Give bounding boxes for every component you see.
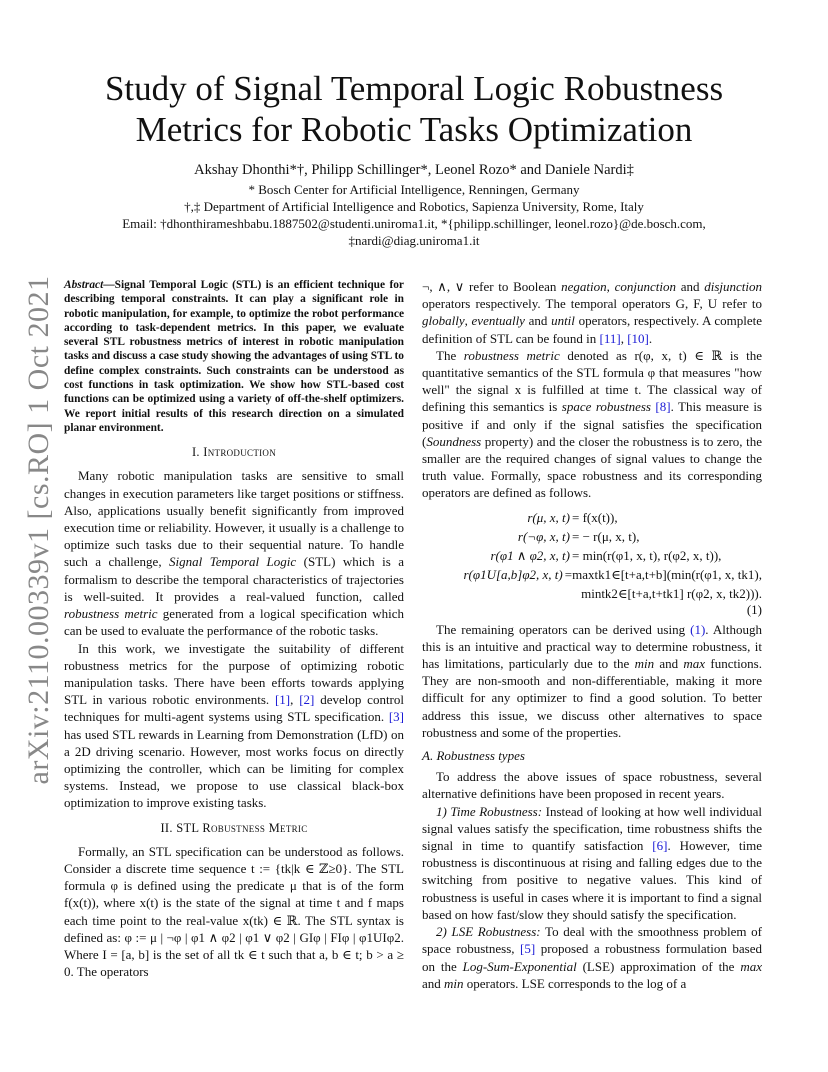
text-run: max	[740, 958, 762, 974]
text-run: ,	[464, 313, 472, 329]
text-run: Soundness	[426, 433, 482, 449]
text-run: . This measure is positive if and only if the signal satisfies the specification (	[422, 399, 762, 449]
stl-paragraph-1: Formally, an STL specification can be understood as follows. Consider a discrete time sequence t := {tk|k ∈ ℤ≥0}. The STL formula φ is defined using the predicate μ that is of the form f(x(t)), where x(t) is the state of the signal at time t and f maps each time point to the real-value x(tk) ∈ ℝ. The STL syntax is defined as: φ := μ | ¬φ | φ1 ∧ φ2 | φ1 ∨ φ2 | GIφ | FIφ | φ1UIφ2. Where I = [a, b] is the set of all tk ∈ t such that a, b ∈ t; b > a ≥ 0. The operators	[64, 843, 404, 980]
text-run: Signal Temporal Logic	[169, 554, 297, 570]
citation-link[interactable]: [2]	[299, 692, 315, 708]
arxiv-stamp	[14, 275, 64, 785]
text-run: and	[524, 313, 552, 329]
text-run: (STL) which is a formalism to describe the temporal characteristics of trajectories is well-suited. It provides a real-valued function, called	[64, 554, 405, 604]
text-run: ¬, ∧, ∨ refer to Boolean	[422, 279, 562, 294]
citation-link[interactable]: [10]	[627, 330, 649, 346]
equation-rhs: = min(r(φ1, x, t), r(φ2, x, t)),	[572, 547, 722, 563]
text-run: and	[676, 279, 705, 294]
equation-ref-link[interactable]: (1)	[690, 621, 706, 637]
equation-row	[430, 527, 762, 546]
text-run: until	[551, 313, 575, 329]
equation-lhs: r(φ1 ∧ φ2, x, t)	[490, 547, 570, 563]
subsection-heading-robustness-types: A. Robustness types	[422, 748, 525, 764]
text-run: The	[436, 347, 464, 363]
time-robustness-paragraph	[422, 803, 762, 923]
text-run: and	[654, 656, 684, 672]
text-run: and	[422, 975, 445, 991]
equation-rhs: =maxtk1∈[t+a,t+b](min(r(φ1, x, tk1),	[564, 566, 762, 582]
text-run: develop control techniques for multi-agent systems using STL specification.	[64, 692, 404, 725]
author-block	[60, 162, 768, 249]
affiliation-2: †,‡ Department of Artificial Intelligence and Robotics, Sapienza University, Rome, Italy	[184, 199, 644, 214]
equation-rhs: = − r(μ, x, t),	[572, 528, 640, 544]
text-run: operators respectively. The temporal operators G, F, U refer to	[422, 296, 762, 312]
text-run: (LSE) approximation of the	[576, 958, 741, 974]
section-heading-stl: II. STL Robustness Metric	[160, 820, 308, 835]
paragraph-label: 2) LSE Robustness:	[436, 924, 541, 940]
citation-link[interactable]: [1]	[274, 692, 291, 708]
text-run: conjunction	[614, 279, 676, 294]
equation-row	[430, 584, 762, 603]
text-run: . Although this is an intuitive and practical way to determine robustness, it has limitations, particularly due to the	[422, 621, 762, 672]
citation-link[interactable]: [3]	[388, 709, 404, 725]
equation-lhs	[430, 584, 541, 603]
citation-link[interactable]: [11]	[599, 330, 621, 346]
section-heading-introduction: I. Introduction	[191, 445, 277, 460]
text-run: has used STL rewards in Learning from Demonstration (LfD) on a 2D driving scenario. However, most works focus on directly optimizing the controller, which can be limiting for complex systems. Instead, we propose to use classical black-box optimization to improve existing tasks.	[64, 726, 404, 811]
arxiv-id: arXiv:2110.00339v1 [cs.RO] 1 Oct 2021	[22, 275, 55, 785]
equation-row	[430, 546, 762, 565]
text-run: disjunction	[704, 279, 762, 294]
author-names: Akshay Dhonthi*†, Philipp Schillinger*, Leonel Rozo* and Daniele Nardi‡	[194, 162, 634, 178]
text-run: operators, respectively. A complete definition of STL can be found in	[422, 313, 762, 346]
text-run: . However, time robustness is discontinuous at rising and falling edges due to the switching from positive to negative values. This kind of robustness is useful in cases where it is important to find a signal based on how fast/slow they should satisfy the specification.	[422, 838, 762, 922]
text-run: generated from a logical specification which can be used to evaluate the performance of the robotic tasks.	[64, 606, 404, 639]
citation-link[interactable]: [8]	[655, 399, 671, 415]
paper-title: Study of Signal Temporal Logic Robustness Metrics for Robotic Tasks Optimization	[104, 69, 724, 149]
text-run: min	[444, 975, 464, 991]
text-run: robustness metric	[463, 347, 560, 363]
citation-link[interactable]: [6]	[652, 838, 668, 854]
robustness-metric-paragraph	[422, 347, 762, 502]
abstract	[64, 278, 404, 435]
equation-number: (1)	[746, 601, 762, 617]
text-run: robustness metric	[64, 606, 158, 622]
citation-link[interactable]: [5]	[520, 941, 536, 957]
intro-paragraph-1	[64, 467, 404, 639]
remaining-operators-paragraph	[422, 621, 762, 741]
text-run: space robustness	[561, 399, 651, 415]
text-run: proposed a robustness formulation based on the	[422, 941, 762, 974]
text-run: .	[648, 330, 653, 346]
text-run: Many robotic manipulation tasks are sensitive to small changes in execution parameters like target positions or stiffness. Also, applications usually benefit significantly from improved execution time or reliability. However, it usually is a challenge to optimize such tasks due to their sequential nature. To handle such a challenge,	[64, 468, 404, 570]
text-run: denoted as r(φ, x, t) ∈ ℝ is the quantitative semantics of the STL formula φ that measures "how well" the signal x is fulfilled at time t. The classical way of defining this semantics is	[422, 347, 762, 415]
equation-rhs: mintk2∈[t+a,t+tk1] r(φ2, x, tk2))).	[581, 585, 762, 601]
text-run: functions. They are non-smooth and non-differentiable, making it more difficult for any optimizer to find a good solution. To better address this issue, we discuss other alternatives to space robustness and some of the properties.	[422, 656, 762, 740]
text-run: eventually	[471, 313, 525, 329]
text-run: To deal with the smoothness problem of space robustness,	[422, 924, 762, 957]
equation-lhs: r(μ, x, t)	[527, 509, 570, 525]
email-line-2: ‡nardi@diag.uniroma1.it	[348, 233, 480, 248]
text-run: min	[634, 656, 655, 672]
text-run: In this work, we investigate the suitability of different robustness metrics for the purpose of optimizing robotic manipulation tasks. There have been efforts towards applying STL in various robotic environments.	[64, 640, 404, 708]
operators-paragraph	[422, 278, 762, 347]
text-run: max	[683, 656, 706, 672]
abstract-text: —Signal Temporal Logic (STL) is an efficient technique for describing temporal constraints. It can play a significant role in robotic manipulation, for example, to optimize the robot performance according to task-dependent metrics. In this paper, we evaluate several STL robustness metrics of interest in robotic manipulation tasks and discuss a case study showing the advantages of using STL to define complex constraints. Such constraints can be understood as cost functions in task optimization. We show how STL-based cost functions can be optimized using a variety of off-the-shelf optimizers. We report initial results of this research direction on a simulated planar environment.	[64, 279, 404, 434]
affiliation-1: * Bosch Center for Artificial Intelligence, Renningen, Germany	[248, 182, 580, 197]
right-column	[422, 278, 762, 992]
text-run: operators. LSE corresponds to the log of a	[463, 975, 687, 991]
paragraph-label: 1) Time Robustness:	[436, 803, 543, 819]
text-run: globally	[422, 313, 465, 329]
abstract-label: Abstract	[64, 279, 104, 291]
text-run: ,	[290, 692, 300, 708]
text-run: property) and the closer the robustness is to zero, the smaller are the required changes of signal values to change the truth value. Formally, space robustness and its corresponding operators are defined as follows.	[422, 433, 762, 501]
equation-row	[430, 508, 762, 527]
email-line-1: Email: †dhonthirameshbabu.1887502@studenti.uniroma1.it, *{philipp.schillinger, leonel.rozo}@de.bosch.com,	[122, 216, 706, 231]
equation-lhs: r(φ1U[a,b]φ2, x, t)	[463, 566, 563, 582]
text-run: ,	[620, 330, 628, 346]
intro-paragraph-2	[64, 640, 404, 812]
text-run: negation	[561, 279, 607, 294]
left-column	[64, 278, 404, 980]
text-run: The remaining operators can be derived using	[436, 621, 691, 637]
text-run: ,	[606, 279, 615, 294]
equation-block	[430, 508, 762, 619]
equation-lhs: r(¬φ, x, t)	[517, 528, 570, 544]
text-run: Instead of looking at how well individual signal values satisfy the specification, time robustness shifts the signal in time to quantify satisfaction	[422, 803, 762, 854]
equation-rhs: = f(x(t)),	[572, 509, 618, 525]
text-run: Log-Sum-Exponential	[462, 958, 577, 974]
robustness-types-paragraph: To address the above issues of space robustness, several alternative definitions have been proposed in recent years.	[422, 769, 762, 802]
equation-row	[430, 565, 762, 584]
lse-robustness-paragraph	[422, 923, 762, 992]
